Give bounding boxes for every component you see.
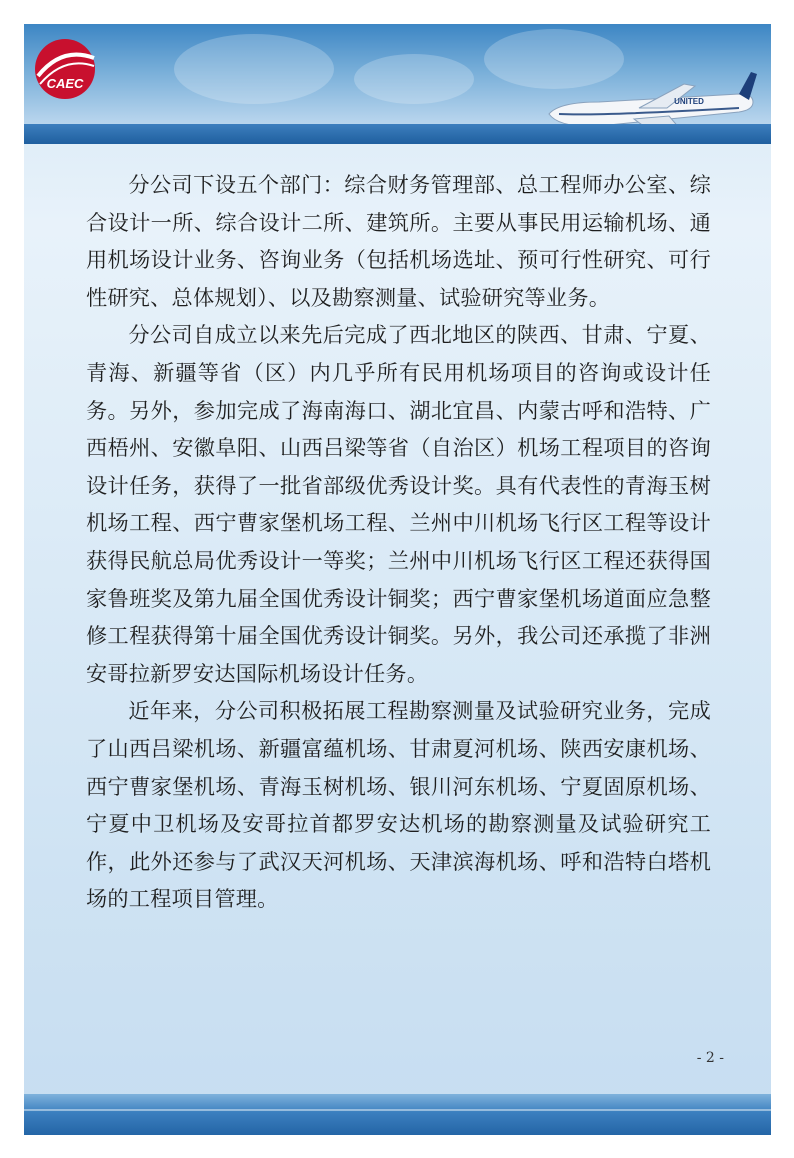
paragraph: 分公司下设五个部门：综合财务管理部、总工程师办公室、综合设计一所、综合设计二所、建筑所。主要从事民用运输机场、通用机场设计业务、咨询业务（包括机场选址、预可行性研究、可行性研究、总体规划）、以及勘察测量、试验研究等业务。 (86, 172, 711, 310)
world-map-shape (174, 34, 334, 104)
plane-livery-text: UNITED (674, 97, 704, 106)
body-text (86, 166, 711, 918)
paragraph: 近年来，分公司积极拓展工程勘察测量及试验研究业务，完成了山西吕梁机场、新疆富蕴机场、甘肃夏河机场、陕西安康机场、西宁曹家堡机场、青海玉树机场、银川河东机场、宁夏固原机场、宁夏中卫机场及安哥拉首都罗安达机场的勘察测量及试验研究工作，此外还参与了武汉天河机场、天津滨海机场、呼和浩特白塔机场的工程项目管理。 (86, 698, 711, 912)
paragraph: 分公司自成立以来先后完成了西北地区的陕西、甘肃、宁夏、青海、新疆等省（区）内几乎所有民用机场项目的咨询或设计任务。另外，参加完成了海南海口、湖北宜昌、内蒙古呼和浩特、广西梧州、安徽阜阳、山西吕梁等省（自治区）机场工程项目的咨询设计任务，获得了一批省部级优秀设计奖。具有代表性的青海玉树机场工程、西宁曹家堡机场工程、兰州中川机场飞行区工程等设计获得民航总局优秀设计一等奖；兰州中川机场飞行区工程还获得国家鲁班奖及第九届全国优秀设计铜奖；西宁曹家堡机场道面应急整修工程获得第十届全国优秀设计铜奖。另外，我公司还承揽了非洲安哥拉新罗安达国际机场设计任务。 (86, 322, 711, 686)
page-footer-band (24, 1094, 771, 1135)
header-band (24, 124, 771, 144)
world-map-shape (354, 54, 474, 104)
page-number: - 2 - (696, 1050, 724, 1066)
document-page (24, 24, 771, 1135)
company-logo (32, 36, 98, 102)
logo-text: CAEC (46, 76, 84, 91)
page-header-banner (24, 24, 771, 144)
footer-divider (24, 1109, 771, 1111)
